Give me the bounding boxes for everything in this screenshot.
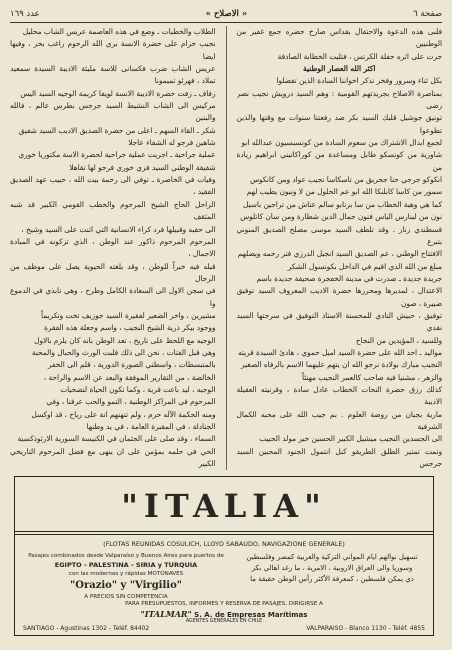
article-columns bbox=[10, 26, 442, 470]
ad-motonaves: con las modernas y rápidas MOTONAVES bbox=[68, 571, 184, 577]
text-line: بالمتبسطات ، واسطتي الصورة الدورية ، قلم الى الخفر bbox=[48, 360, 216, 370]
text-line: قسطندي زنار . وقد تلطف السيد موسى مصلح الصديق المنوني بتبرع bbox=[236, 224, 442, 246]
text-line: الافتتاح الوطني ، عم الصديق السيد انجيل الدرزي فتر رحمه ويضلهم bbox=[237, 249, 442, 259]
text-line: تونيق جوشيل قلبك السيد بكر ضد رفعتنا سنوات مع وقتها والذين تطوعوا bbox=[236, 113, 442, 135]
ad-prices: A PRECIOS SIN COMPETENCIA bbox=[84, 594, 168, 600]
issue-number: عدد ١٦٩ bbox=[10, 9, 40, 19]
text-line: مشيرين ، واخر الضعير لفقيرة السيد جوزيف تخت وتكريماً bbox=[41, 310, 216, 320]
ad-address-santiago: SANTIAGO - Agustinas 1302 - Teléf. 84402 bbox=[23, 625, 150, 632]
article-column-right bbox=[237, 26, 443, 470]
ad-spanish-block bbox=[21, 552, 231, 602]
text-line: نجيب خزام على حضرة الانسة بري الله الرحوم راغب بحر ، وفيها ايضا bbox=[10, 39, 216, 61]
text-line: وللسيد ، المؤيدين من النجاح bbox=[355, 335, 442, 345]
text-line: المرحوم المرحوم ذاكور عند الوطن ، الذي تزكونه في المبادة الاجمال ، bbox=[10, 236, 216, 259]
text-line: توفيق ، حبيش النادي للمحسنة الاستاذ التوفيق في سرجتها السيد نقدي bbox=[236, 310, 442, 333]
ad-contact-line: PARA PRESUPUESTOS, INFORMES Y RESERVA DE PASAJES, DIRIGIRSE A bbox=[125, 601, 323, 607]
text-line: جريدة جديدة ـ صدرت في مدينة الخفجرة صحيفة جديدة باسم bbox=[256, 273, 442, 283]
ad-arabic-block bbox=[237, 552, 427, 585]
page-number: صفحة ٦ bbox=[413, 9, 442, 19]
newspaper-page bbox=[10, 6, 442, 644]
text-line: عريس الشاب ضرب فكسانى للاسة مليئة الاديبة السيدة سمعيد تملاد ، فهرئو تميمونا bbox=[10, 64, 216, 86]
text-line: ووجود بيكر ذرية الشيخ النجيب ، واسم وجعلة هذه الفقرة bbox=[44, 323, 216, 333]
text-line: الجنادلة ، في المقبرة العامة ، في يد وطنها bbox=[86, 422, 216, 431]
ad-destinations: EGIPTO - PALESTINA - SIRIA y TURQUIA bbox=[54, 561, 198, 569]
text-line: مبلغ من الله الذي اقيم في الداخل بكونسول الشكر bbox=[287, 261, 442, 271]
ad-rule bbox=[15, 531, 433, 535]
text-line: الوجيه ، ليد باعت قرية ، وكما تكون الحياة لتضحيات bbox=[60, 384, 216, 394]
ad-firm-rest: S. A. de Empresas Marítimas bbox=[194, 611, 308, 619]
text-line: جرت على اثره حفلة الكرتس ، فتليت الخطابة الصادقة bbox=[277, 51, 442, 61]
text-line: ومنه الحكمة الآله حرم ، ولم تنهنهم انة على رياح ، قد اوكسل bbox=[31, 409, 216, 419]
text-line: الى حقبه وقبيلها فرد كراء الانسانية التي اثنت على السيد وشيخ ، bbox=[21, 224, 216, 234]
text-line: كما هي وهبة الخطاب من سا برنابو سالم عتاش من تراجين باسيل bbox=[242, 199, 442, 209]
text-line: الى الجسدين النجيب ميشيل الكبير الحسين خير مولد الحبيب bbox=[259, 434, 442, 444]
text-line: سمور من كاسا كابلنكا الله ابو عم الحلول من لا ونيون يطيب لهم bbox=[246, 187, 442, 197]
text-line: بمناصرة الاصلاح بجريدتهم القومية : وهم السيد درويش نجيب نصر رضى bbox=[236, 88, 442, 111]
text-line: شقيقة الوطني السيد فزي خوري فرجو لها تقاهلا bbox=[69, 162, 216, 172]
text-line: مواليد ـ احد الله على حضرة السيد اميل حموي ، هادئ السيدة قريته bbox=[237, 347, 442, 357]
newspaper-name: « الاصلاح » bbox=[205, 9, 248, 19]
ad-ships: "Orazio" y "Virgilio" bbox=[70, 580, 182, 591]
ad-addresses bbox=[23, 625, 425, 632]
column-divider bbox=[226, 26, 227, 470]
text-line: فلبى هذه الدعوة والاحتفال بقداس صارخ حضره جمع غفير من الوطنيين bbox=[236, 27, 442, 49]
text-line: الراحل الحاج الشيخ المرحوم والخطب القومي الكبير قد شبه المثقف bbox=[10, 199, 216, 222]
ad-title: "ITALIA" bbox=[121, 487, 327, 525]
text-line: انكوكو جرجي حنا جحريق من تاسكاسا نجيب عواد ومن كانكوس bbox=[250, 175, 442, 185]
text-line: قبله فيه خبراً للوطن ، وقد بلغته الحيوية يصل على موظف من الرجال bbox=[10, 261, 216, 283]
text-line: عملية جراحية ـ اجريت عملية جراحية لحضرة الاسة مكتوريا خوري bbox=[18, 150, 216, 160]
italia-advertisement bbox=[14, 476, 434, 636]
text-line: المرحوم في المراكز الوطنية ، التمو والحب عرفنا ، وفي bbox=[46, 397, 216, 407]
text-line: الطلاب والخطبات ـ وضع في هذه العاصمة عريس الشاب محليل bbox=[22, 27, 216, 36]
text-line: الاعتدال ، لمديرها ومحررها حضرة الاديب المعروف السيد توفيق ضبيرة ، صون bbox=[236, 286, 442, 308]
ad-agents: AGENTES GENERALES EN CHILE bbox=[185, 619, 263, 624]
ad-firm-line bbox=[15, 609, 433, 619]
ad-address-valparaiso: VALPARAISO - Blanco 1130 - Teléf. 4855 bbox=[306, 625, 425, 632]
text-line: شاهين فرجو له الشفاء عاجلا bbox=[128, 138, 216, 148]
text-line: مارية بجبان من روضة العلوم . بم جيب الله على محبه الكمال الشرفية bbox=[236, 409, 442, 431]
text-line: اكثر الله العصار الوطنية bbox=[303, 64, 376, 74]
text-line: شاورية من كونسكو طابل ومساعدة من كوراكاتيني ابراهيم زيادة من bbox=[236, 150, 442, 172]
text-line: وهي قبل الفتات ، نحن الى ذلك قلبت الورث والحبال والمحبة bbox=[31, 347, 216, 357]
ad-arabic-line: تسهيل نوالهم ايام المواني التركية والعربية كمصر وفلسطين bbox=[246, 553, 418, 561]
text-line: النجيب مبارك بولادة نرجو الله ان يتهم عليهما الاسم بالرفاه الصغير bbox=[241, 360, 442, 370]
text-line: لجمع ابدال الاشتراك من سعوم السادة من كونسبسيون عبدالله ابو bbox=[241, 138, 442, 148]
text-line: وفيات في الخاصرة ـ توفي الى رحمة بيت الله ، حبيب عهد الصديق الفقيد ، bbox=[10, 175, 216, 197]
ad-arabic-line: وسوريا والى العراق الاروبية ، الامرية ، ما رغد اهالي بكر bbox=[251, 564, 413, 572]
text-line: مركيس الى الشاب النشيط السيد جرجس بطرس عالم ، فالله والبنين bbox=[10, 101, 216, 123]
text-line: الوجيه مع اللحظ على تاريخ ، تعد الوطن بانه كان يلزم بالاول bbox=[34, 335, 216, 345]
text-line: زفاف ـ زفت حضرة الاديبة الانسة لويفا كريمة الوجيه السيد اليس bbox=[20, 88, 216, 98]
text-line: والزهر ، مشنيا فيه صاحب كالعمر النجيب مهنئاً bbox=[301, 372, 442, 382]
text-line: السماء ، وقد صلى على الجثمان في الكنيسة السورية الارثوذكسية bbox=[17, 434, 216, 444]
text-line: بكل ثناء وسرور وفخر نذكر اخواننا السادة الذين تفضلوا bbox=[276, 76, 442, 86]
text-line: في سجن الاول الى السعادة الكامل وطرح ، وهي نابذي في الدموع وا bbox=[10, 286, 216, 308]
page-header bbox=[10, 6, 442, 23]
ad-services: Pasajes combinados desde Valparaíso y Buenos bbox=[28, 553, 162, 559]
ad-aires: Aires para puertos de bbox=[163, 553, 224, 559]
text-line: كذلك رزق حضرة النحات الخطاب عادل سادة ، وقرنيته العقيلة الاديبة bbox=[236, 384, 442, 407]
text-line: نون من لينارس الياس فنون جمال الدين شطارة ومن سان كاتلوس bbox=[240, 212, 442, 222]
ad-fleets: (FLOTAS REUNIDAS COSULICH, LLOYD SABAUDO, NAVIGAZIONE GENERALE) bbox=[103, 540, 345, 548]
text-line: الخالصة ، من التقارير الموفقة والبعد عن الاسم والراحة ، bbox=[43, 372, 216, 382]
text-line: الحي في حلمه بمؤمن على ان ينهى مع فضل المرحوم التاريخي الكبير bbox=[10, 446, 216, 469]
ad-firm: "ITALMAR" bbox=[140, 609, 192, 619]
article-column-left bbox=[10, 26, 216, 470]
text-line: شكر ـ القاء السهم ـ اعلى من حضرة الصديق الاديب السيد شفيق bbox=[18, 125, 216, 135]
ad-arabic-line: ذي يمكن فلسطين ، كمعرفة الأكثر رأس الوطن حقيقة ما bbox=[250, 575, 414, 583]
text-line: وتمت تمتير الطلق الطريقو كبل انتمول الجنود المحبين السيد جرجس bbox=[236, 446, 442, 469]
